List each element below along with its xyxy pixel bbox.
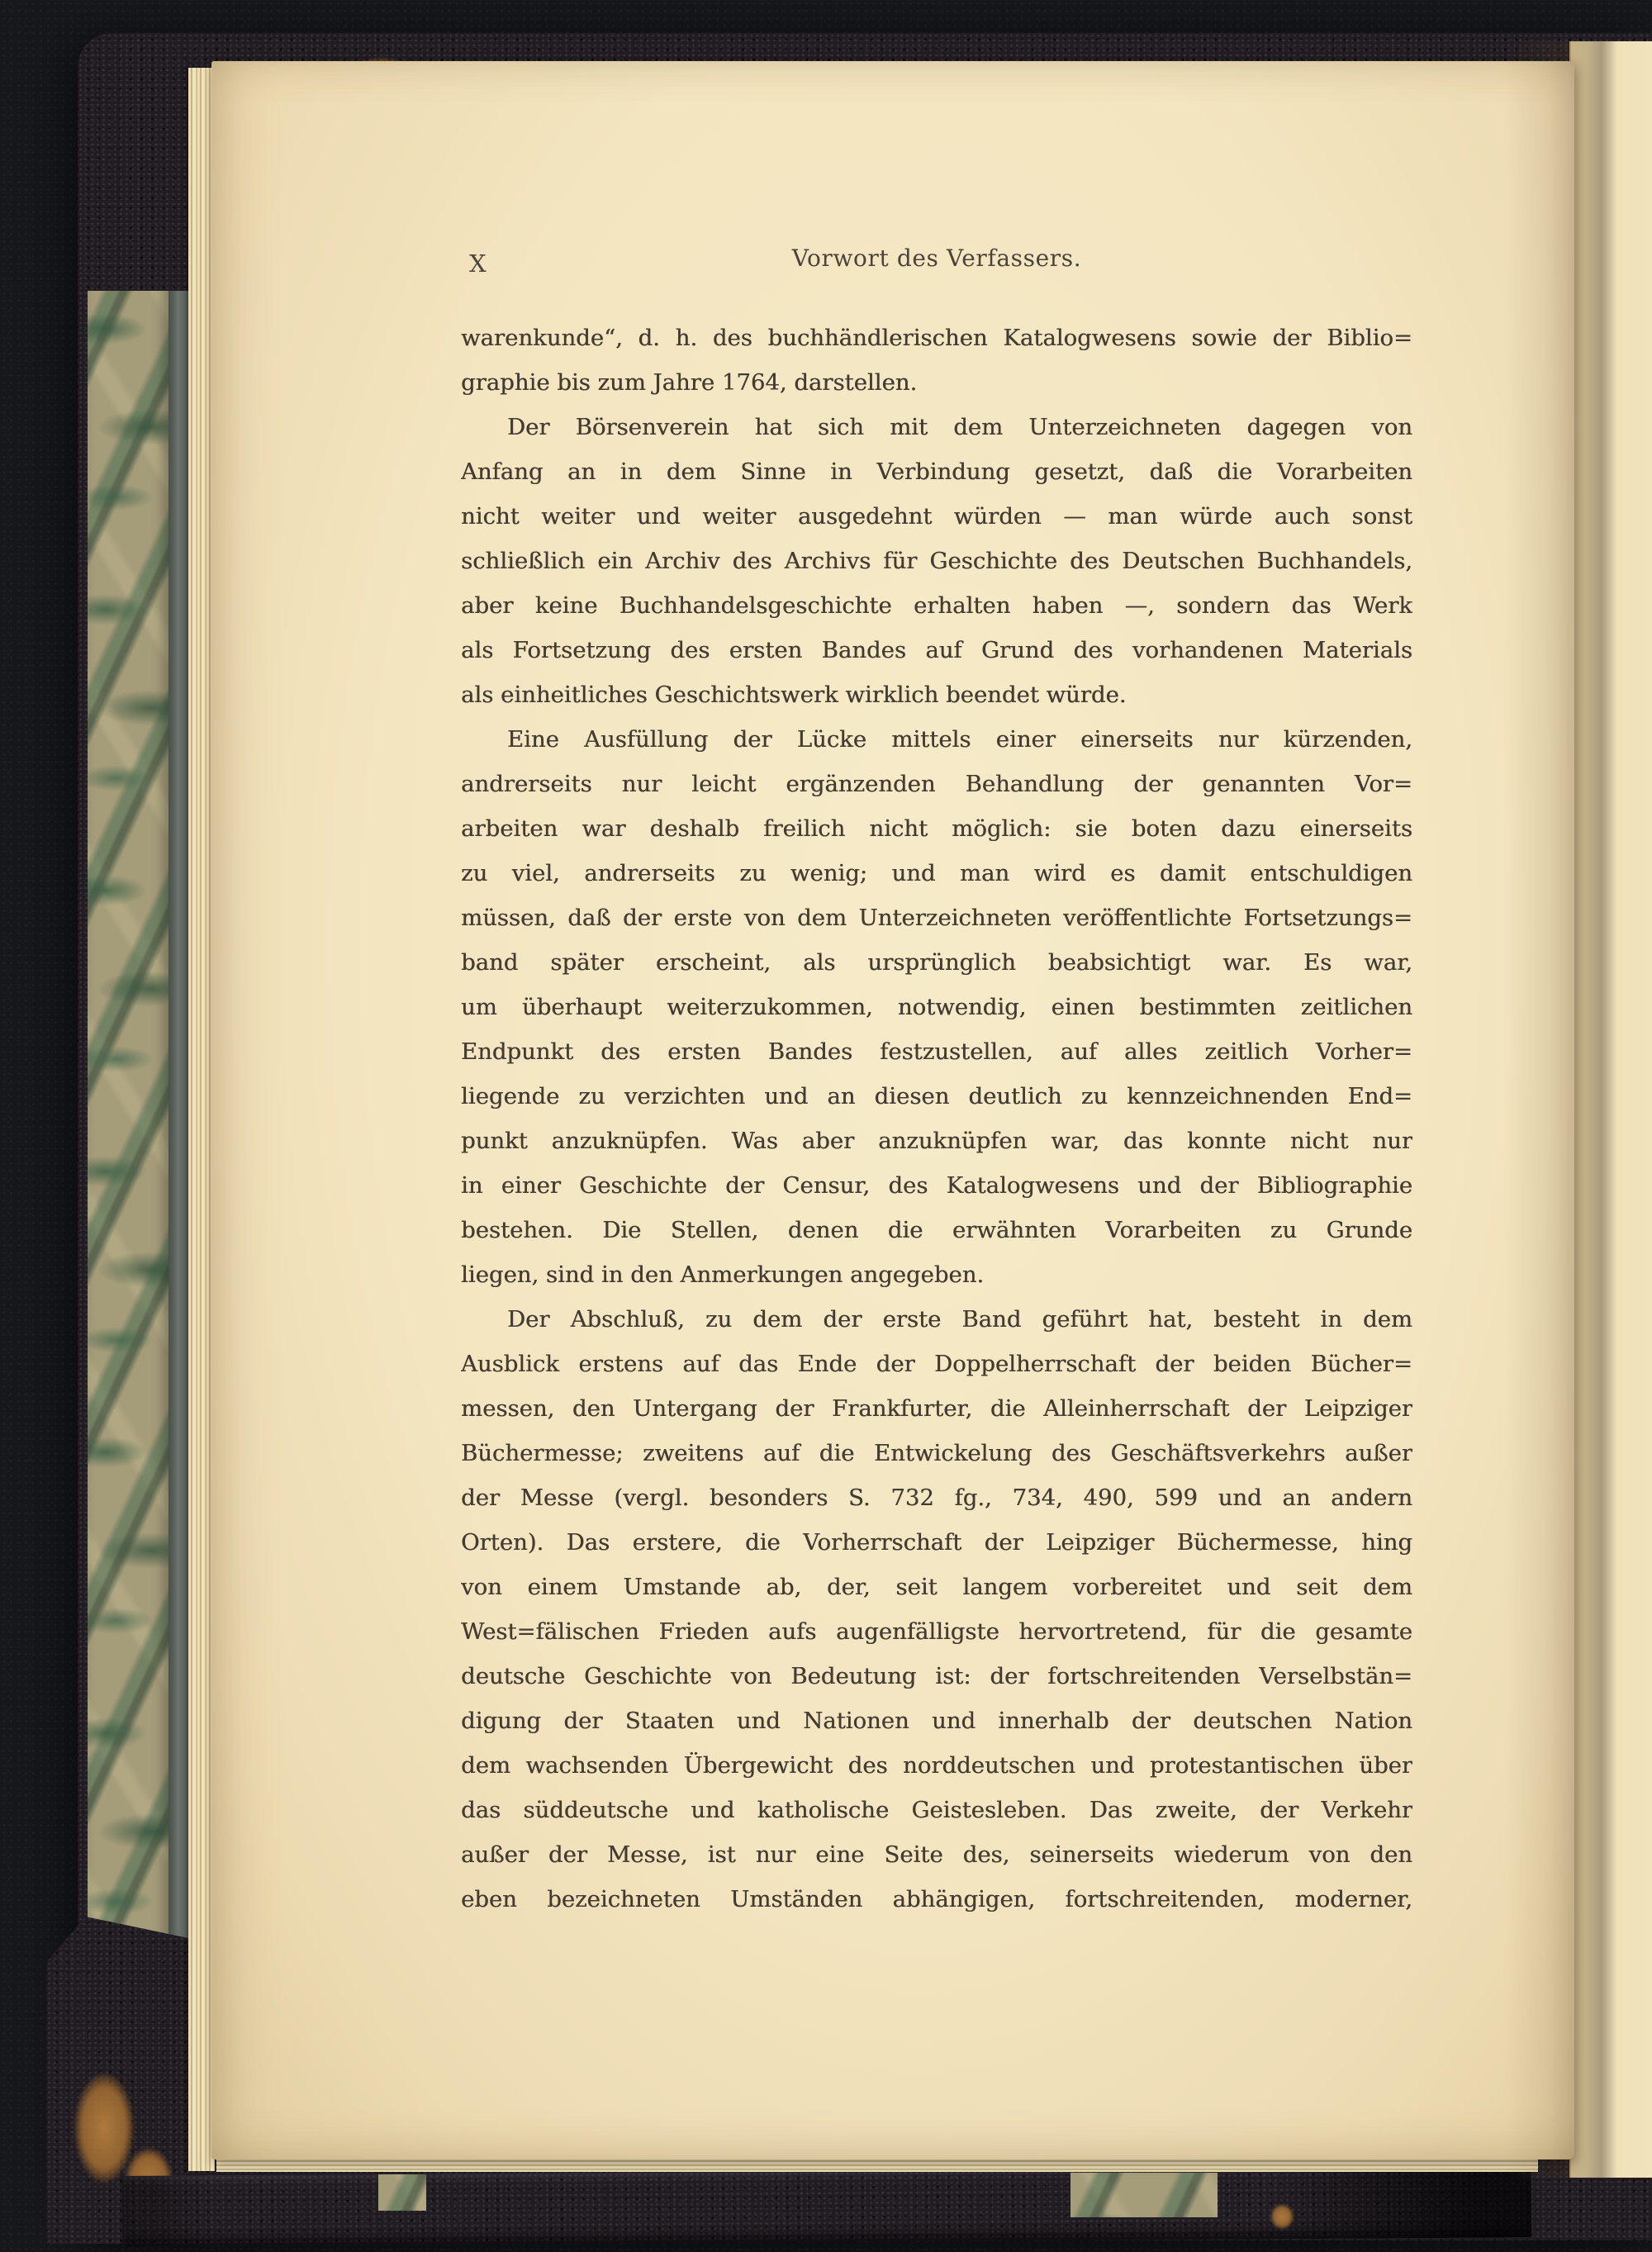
text-line: liegende zu verzichten und an diesen deutlich zu kennzeichnenden End= bbox=[461, 1083, 1412, 1109]
running-header: Vorwort des Verfassers. bbox=[791, 245, 1082, 272]
text-line: graphie bis zum Jahre 1764, darstellen. bbox=[461, 369, 918, 396]
text-line: außer der Messe, ist nur eine Seite des, seinerseits wiederum von den bbox=[461, 1841, 1412, 1868]
marbled-paper-left-board bbox=[88, 273, 169, 1968]
text-line: West=fälischen Frieden aufs augenfälligste hervortretend, für die gesamte bbox=[461, 1618, 1412, 1645]
text-line: um überhaupt weiterzukommen, notwendig, einen bestimmten zeitlichen bbox=[461, 994, 1412, 1020]
leather-wear-patch bbox=[1270, 2204, 1294, 2229]
page-stack-bottom-edges bbox=[216, 2158, 1538, 2172]
underlying-page-right bbox=[1569, 41, 1652, 2178]
text-line: warenkunde“, d. h. des buchhändlerischen Katalogwesens sowie der Biblio= bbox=[461, 325, 1412, 351]
text-line: als einheitliches Geschichtswerk wirklich beendet würde. bbox=[461, 682, 1127, 708]
page-number: X bbox=[469, 249, 488, 278]
marbled-paper-bottom-patch bbox=[1070, 2173, 1218, 2217]
text-line: Der Abschluß, zu dem der erste Band geführt hat, besteht in dem bbox=[507, 1306, 1412, 1333]
text-line: zu viel, andrerseits zu wenig; und man wird es damit entschuldigen bbox=[461, 860, 1412, 886]
running-head-row bbox=[461, 245, 1412, 283]
text-line: eben bezeichneten Umständen abhängigen, fortschreitenden, moderner, bbox=[461, 1886, 1412, 1912]
text-line: aber keine Buchhandelsgeschichte erhalten haben —, sondern das Werk bbox=[461, 592, 1412, 619]
text-line: nicht weiter und weiter ausgedehnt würden — man würde auch sonst bbox=[461, 503, 1412, 530]
text-line: deutsche Geschichte von Bedeutung ist: der fortschreitenden Verselbstän= bbox=[461, 1663, 1412, 1689]
text-line: in einer Geschichte der Censur, des Katalogwesens und der Bibliographie bbox=[461, 1172, 1412, 1199]
bottom-cover-edge-leather bbox=[122, 2166, 1532, 2247]
text-line: andrerseits nur leicht ergänzenden Behandlung der genannten Vor= bbox=[461, 771, 1412, 797]
body-text bbox=[461, 316, 1412, 1922]
text-line: liegen, sind in den Anmerkungen angegeben. bbox=[461, 1261, 985, 1288]
marbled-paper-bottom-patch bbox=[378, 2174, 426, 2211]
text-line: digung der Staaten und Nationen und innerhalb der deutschen Nation bbox=[461, 1708, 1412, 1734]
board-edge-strip bbox=[169, 69, 190, 2172]
printed-text-block bbox=[461, 245, 1412, 1922]
text-line: arbeiten war deshalb freilich nicht möglich: sie boten dazu einerseits bbox=[461, 815, 1412, 842]
text-line: Ausblick erstens auf das Ende der Doppelherrschaft der beiden Bücher= bbox=[461, 1351, 1412, 1377]
text-line: müssen, daß der erste von dem Unterzeichneten veröffentlichte Fortsetzungs= bbox=[461, 905, 1412, 931]
text-line: das süddeutsche und katholische Geistesleben. Das zweite, der Verkehr bbox=[461, 1797, 1412, 1823]
text-line: Eine Ausfüllung der Lücke mittels einer einerseits nur kürzenden, bbox=[507, 726, 1412, 753]
text-line: Orten). Das erstere, die Vorherrschaft der Leipziger Büchermesse, hing bbox=[461, 1529, 1412, 1556]
bottom-edge-shading bbox=[122, 2166, 1532, 2247]
text-line: Endpunkt des ersten Bandes festzustellen, auf alles zeitlich Vorher= bbox=[461, 1038, 1412, 1065]
text-line: bestehen. Die Stellen, denen die erwähnten Vorarbeiten zu Grunde bbox=[461, 1217, 1412, 1243]
text-line: der Messe (vergl. besonders S. 732 fg., 734, 490, 599 und an andern bbox=[461, 1485, 1412, 1511]
text-line: als Fortsetzung des ersten Bandes auf Grund des vorhandenen Materials bbox=[461, 637, 1412, 663]
text-line: Büchermesse; zweitens auf die Entwickelung des Geschäftsverkehrs außer bbox=[461, 1440, 1412, 1466]
leather-wear-patch bbox=[74, 2074, 134, 2183]
text-line: messen, den Untergang der Frankfurter, die Alleinherrschaft der Leipziger bbox=[461, 1395, 1412, 1422]
text-line: schließlich ein Archiv des Archivs für Geschichte des Deutschen Buchhandels, bbox=[461, 548, 1412, 574]
text-line: punkt anzuknüpfen. Was aber anzuknüpfen war, das konnte nicht nur bbox=[461, 1128, 1412, 1154]
text-line: dem wachsenden Übergewicht des norddeutschen und protestantischen über bbox=[461, 1752, 1412, 1779]
text-line: von einem Umstande ab, der, seit langem vorbereitet und seit dem bbox=[461, 1574, 1412, 1600]
text-line: Der Börsenverein hat sich mit dem Unterzeichneten dagegen von bbox=[507, 414, 1412, 440]
text-line: band später erscheint, als ursprünglich beabsichtigt war. Es war, bbox=[461, 949, 1412, 976]
text-line: Anfang an in dem Sinne in Verbindung gesetzt, daß die Vorarbeiten bbox=[461, 458, 1412, 485]
